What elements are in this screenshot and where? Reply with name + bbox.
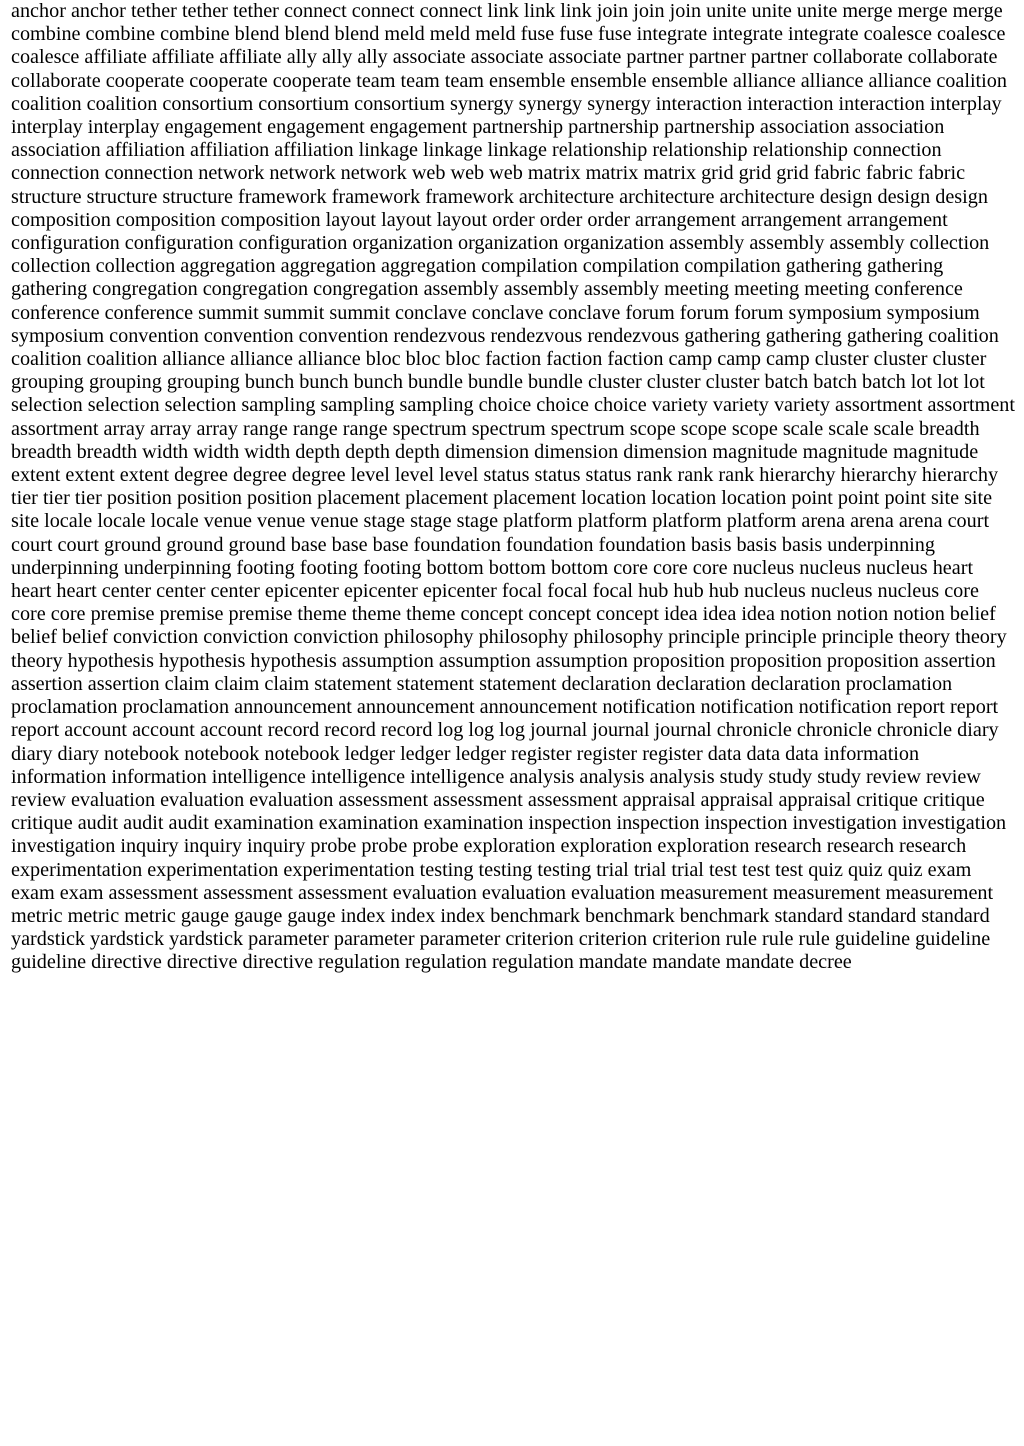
body-text: anchor anchor tether tether tether connect connect connect link link link join join join unite unite unite merge merge merge combine combine combine blend blend blend meld meld meld fuse fuse fuse integrate integrate integrate coalesce coalesce coalesce affiliate affiliate affiliate ally ally ally associate associate associate partner partner partner collaborate collaborate collaborate cooperate cooperate cooperate team team team ensemble ensemble ensemble alliance alliance alliance coalition coalition coalition consortium consortium consortium synergy synergy synergy interaction interaction interaction interplay interplay interplay engagement engagement engagement partnership partnership partnership association association association affiliation affiliation affiliation linkage linkage linkage relationship relationship relationship connection connection connection network network network web web web matrix matrix matrix grid grid grid fabric fabric fabric structure structure structure framework framework framework architecture architecture architecture design design design composition composition composition layout layout layout order order order arrangement arrangement arrangement configuration configuration configuration organization organization organization assembly assembly assembly collection collection collection aggregation aggregation aggregation compilation compilation compilation gathering gathering gathering congregation congregation congregation assembly assembly assembly meeting meeting meeting conference conference conference summit summit summit conclave conclave conclave forum forum forum symposium symposium symposium convention convention convention rendezvous rendezvous rendezvous gathering gathering gathering coalition coalition coalition alliance alliance alliance bloc bloc bloc faction faction faction camp camp camp cluster cluster cluster grouping grouping grouping bunch bunch bunch bundle bundle bundle cluster cluster cluster batch batch batch lot lot lot selection selection selection sampling sampling sampling choice choice choice variety variety variety assortment assortment assortment array array array range range range spectrum spectrum spectrum scope scope scope scale scale scale breadth breadth breadth width width width depth depth depth dimension dimension dimension magnitude magnitude magnitude extent extent extent degree degree degree level level level status status status rank rank rank hierarchy hierarchy hierarchy tier tier tier position position position placement placement placement location location location point point point site site site locale locale locale venue venue venue stage stage stage platform platform platform platform arena arena arena court court court ground ground ground base base base foundation foundation foundation basis basis basis underpinning underpinning underpinning footing footing footing bottom bottom bottom core core core nucleus nucleus nucleus heart heart heart center center center epicenter epicenter epicenter focal focal focal hub hub hub nucleus nucleus nucleus core core core premise premise premise theme theme theme concept concept concept idea idea idea notion notion notion belief belief belief conviction conviction conviction philosophy philosophy philosophy principle principle principle theory theory theory hypothesis hypothesis hypothesis assumption assumption assumption proposition proposition proposition assertion assertion assertion claim claim claim statement statement statement declaration declaration declaration proclamation proclamation proclamation announcement announcement announcement notification notification notification report report report account account account record record record log log log journal journal journal chronicle chronicle chronicle diary diary diary notebook notebook notebook ledger ledger ledger register register register data data data information information information intelligence intelligence intelligence analysis analysis analysis study study study review review review evaluation evaluation evaluation assessment assessment assessment appraisal appraisal appraisal critique critique critique audit audit audit examination examination examination inspection inspection inspection investigation investigation investigation inquiry inquiry inquiry probe probe probe exploration exploration exploration research research research experimentation experimentation experimentation testing testing testing trial trial trial test test test quiz quiz quiz exam exam exam assessment assessment assessment evaluation evaluation evaluation measurement measurement measurement metric metric metric gauge gauge gauge index index index benchmark benchmark benchmark standard standard standard yardstick yardstick yardstick parameter parameter parameter criterion criterion criterion rule rule rule guideline guideline guideline directive directive directive regulation regulation regulation mandate mandate mandate decree xyxy=(11,0,1016,974)
